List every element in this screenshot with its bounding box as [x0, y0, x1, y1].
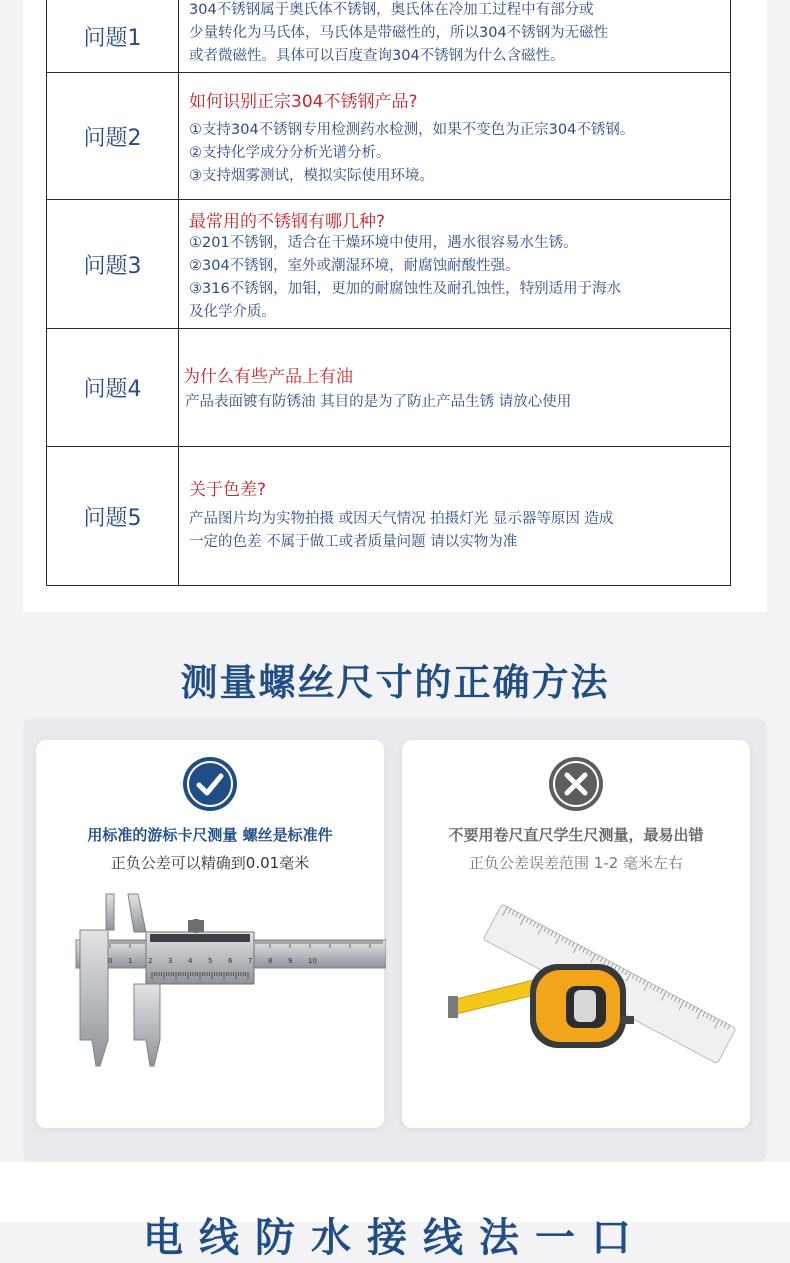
faq-answer: 产品表面镀有防锈油 其目的是为了防止产品生锈 请放心使用: [185, 394, 572, 410]
faq-question: 为什么有些产品上有油: [183, 367, 353, 387]
faq-answer: ①201不锈钢，适合在干燥环境中使用，遇水很容易水生锈。 ②304不锈钢，室外或潮湿环境，耐腐蚀耐酸性强。 ③316不锈钢，加钼，更加的耐腐蚀性及耐孔蚀性，特别适用于海水 及化学介质。: [189, 235, 622, 320]
caliper-scale-digit: 7: [248, 957, 253, 965]
caliper-scale-digit: 10: [308, 957, 317, 965]
correct-method-title: 用标准的游标卡尺测量 螺丝是标准件: [87, 826, 333, 844]
faq-question: 最常用的不锈钢有哪几种?: [189, 212, 386, 232]
section-title: 测量螺丝尺寸的正确方法: [180, 661, 610, 704]
faq-label: 问题1: [47, 0, 179, 72]
ruler-and-tape-measure-image: [442, 890, 742, 1090]
faq-table: [46, 0, 731, 586]
faq-label: 问题5: [47, 447, 179, 586]
caliper-scale-digit: 3: [168, 957, 173, 965]
faq-question: 如何识别正宗304不锈钢产品?: [189, 92, 418, 112]
caliper-scale-digit: 9: [288, 957, 293, 965]
wrong-method-title: 不要用卷尺直尺学生尺测量，最易出错: [448, 826, 704, 844]
wrong-method-subtitle: 正负公差误差范围 1-2 毫米左右: [468, 854, 684, 872]
faq-row-1: [47, 0, 730, 73]
caliper-scale-digit: 6: [228, 957, 233, 965]
caliper-scale-digit: 2: [148, 957, 153, 965]
faq-label: 问题3: [47, 200, 179, 328]
faq-question: 关于色差?: [189, 480, 267, 500]
faq-row-4: [47, 329, 730, 447]
caliper-scale-digit: 4: [188, 957, 193, 965]
faq-row-3: [47, 200, 730, 329]
vernier-caliper-image: [70, 890, 386, 1070]
cross-icon: [548, 756, 604, 812]
next-section-title: 电线防水接线法一口: [143, 1215, 647, 1261]
correct-method-card: [36, 740, 384, 1128]
faq-answer: 304不锈钢属于奥氏体不锈钢，奥氏体在冷加工过程中有部分或 少量转化为马氏体，马氏体是带磁性的，所以304不锈钢为无磁性 或者微磁性。具体可以百度查询304不锈钢为什么含磁性。: [189, 2, 609, 64]
caliper-scale-digit: 0: [108, 957, 113, 965]
check-icon: [182, 756, 238, 812]
faq-row-5: [47, 447, 730, 586]
faq-label: 问题4: [47, 329, 179, 446]
caliper-scale-digit: 1: [128, 957, 133, 965]
correct-method-subtitle: 正负公差可以精确到0.01毫米: [110, 854, 310, 872]
caliper-scale-digit: 5: [208, 957, 213, 965]
caliper-scale-digit: 8: [268, 957, 273, 965]
wrong-method-card: [402, 740, 750, 1128]
faq-answer: ①支持304不锈钢专用检测药水检测，如果不变色为正宗304不锈钢。 ②支持化学成分分析光谱分析。 ③支持烟雾测试，模拟实际使用环境。: [189, 122, 635, 184]
faq-label: 问题2: [47, 73, 179, 199]
faq-answer: 产品图片均为实物拍摄 或因天气情况 拍摄灯光 显示器等原因 造成 一定的色差 不属于做工或者质量问题 请以实物为准: [189, 511, 614, 550]
faq-row-2: [47, 73, 730, 200]
